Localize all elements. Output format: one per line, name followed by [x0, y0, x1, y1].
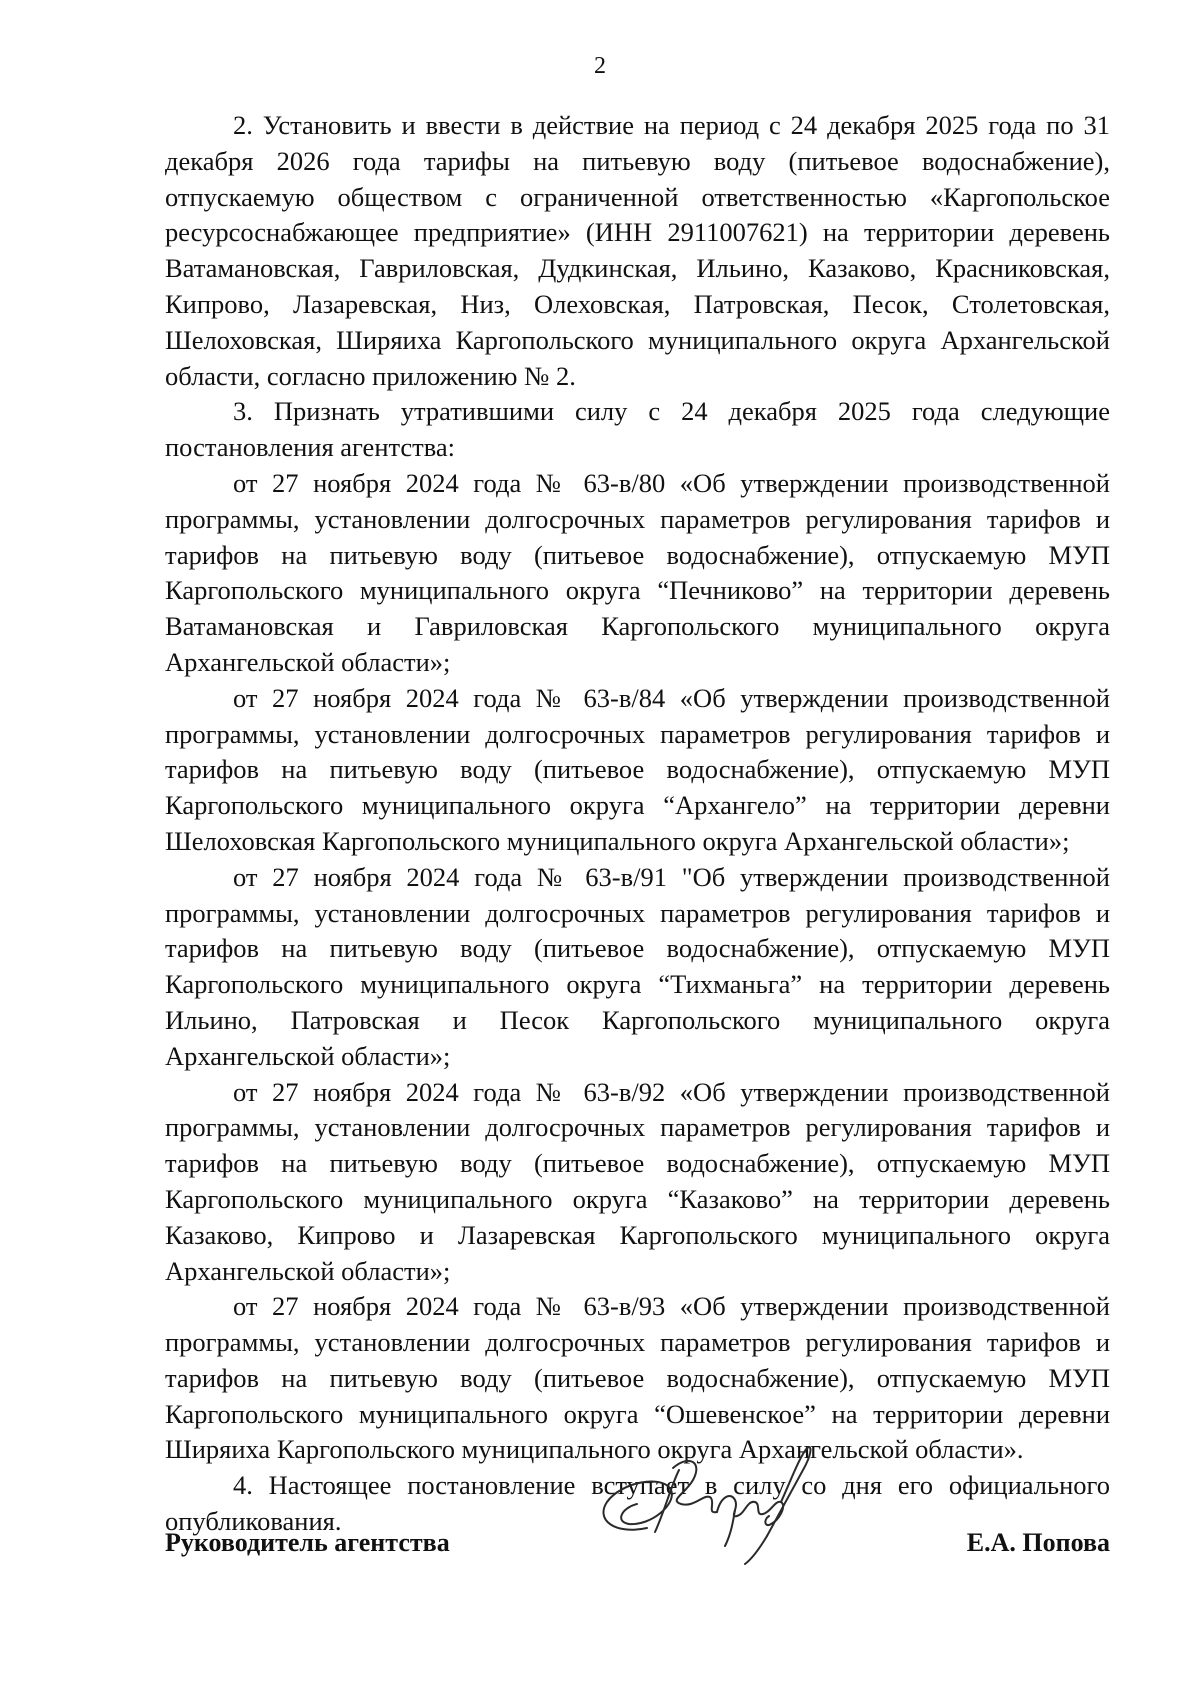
page-number: 2 — [594, 53, 606, 79]
repealed-resolution-91: от 27 ноября 2024 года № 63-в/91 "Об утверждении производственной программы, установлении долгосрочных параметров регулирования тарифов и тарифов на питьевую воду (питьевое водоснабжение), отпускаемую МУП Каргопольского муниципального округа “Тихманьга” на территории деревень Ильино, Патровская и Песок Каргопольского муниципального округа Архангельской области»; — [165, 861, 1110, 1071]
document-body — [165, 108, 1110, 1540]
signature-block — [165, 1440, 1110, 1560]
repealed-resolution-93: от 27 ноября 2024 года № 63-в/93 «Об утверждении производственной программы, установлении долгосрочных параметров регулирования тарифов и тарифов на питьевую воду (питьевое водоснабжение), отпускаемую МУП Каргопольского муниципального округа “Ошевенское” на территории деревни Ширяиха Каргопольского муниципального округа Архангельской области». — [165, 1291, 1110, 1465]
signatory-name: Е.А. Попова — [966, 1528, 1110, 1557]
handwritten-signature-icon — [585, 1440, 815, 1570]
repealed-resolution-80: от 27 ноября 2024 года № 63-в/80 «Об утверждении производственной программы, установлении долгосрочных параметров регулирования тарифов и тарифов на питьевую воду (питьевое водоснабжение), отпускаемую МУП Каргопольского муниципального округа “Печниково” на территории деревень Ватамановская и Гавриловская Каргопольского муниципального округа Архангельской области»; — [165, 467, 1110, 677]
repealed-resolution-92: от 27 ноября 2024 года № 63-в/92 «Об утверждении производственной программы, установлении долгосрочных параметров регулирования тарифов и тарифов на питьевую воду (питьевое водоснабжение), отпускаемую МУП Каргопольского муниципального округа “Казаково” на территории деревень Казаково, Кипрово и Лазаревская Каргопольского муниципального округа Архангельской области»; — [165, 1076, 1110, 1286]
repealed-resolution-84: от 27 ноября 2024 года № 63-в/84 «Об утверждении производственной программы, установлении долгосрочных параметров регулирования тарифов и тарифов на питьевую воду (питьевое водоснабжение), отпускаемую МУП Каргопольского муниципального округа “Архангело” на территории деревни Шелоховская Каргопольского муниципального округа Архангельской области»; — [165, 682, 1110, 856]
paragraph-item-2: 2. Установить и ввести в действие на период с 24 декабря 2025 года по 31 декабря 2026 года тарифы на питьевую воду (питьевое водоснабжение), отпускаемую обществом с ограниченной ответственностью «Каргопольское ресурсоснабжающее предприятие» (ИНН 2911007621) на территории деревень Ватамановская, Гавриловская, Дудкинская, Ильино, Казаково, Красниковская, Кипрово, Лазаревская, Низ, Олеховская, Патровская, Песок, Столетовская, Шелоховская, Ширяиха Каргопольского муниципального округа Архангельской области, согласно приложению № 2. — [165, 110, 1110, 391]
paragraph-item-4: 4. Настоящее постановление вступает в силу со дня его официального опубликования. — [165, 1470, 1110, 1537]
signatory-title: Руководитель агентства — [165, 1528, 450, 1557]
paragraph-item-3: 3. Признать утратившими силу с 24 декабря 2025 года следующие постановления агентства: — [165, 396, 1110, 463]
